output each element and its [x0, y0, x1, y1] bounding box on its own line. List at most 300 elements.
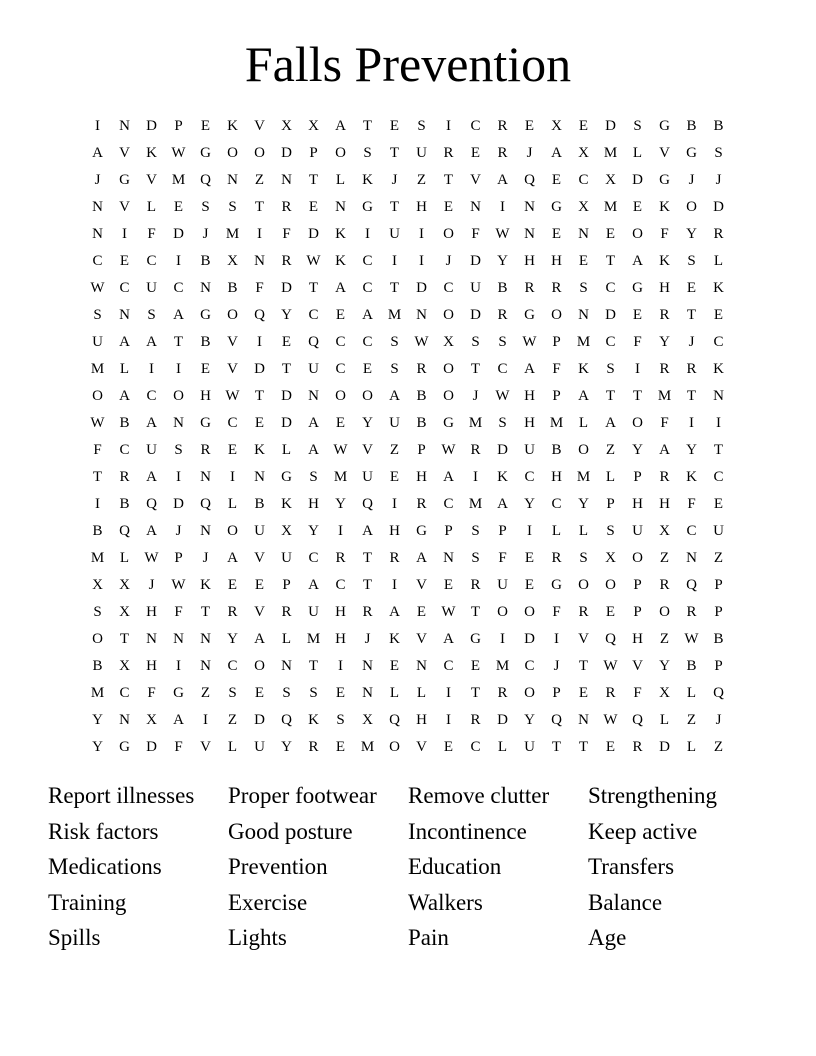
grid-letter: H [659, 496, 670, 512]
grid-letter: N [362, 685, 373, 701]
grid-letter: W [306, 253, 321, 269]
grid-letter: M [90, 685, 105, 701]
grid-letter: Q [146, 496, 157, 512]
grid-letter: M [495, 658, 510, 674]
grid-letter: S [633, 118, 642, 134]
grid-letter: E [551, 172, 562, 188]
grid-letter: R [227, 604, 238, 620]
grid-letter: M [360, 739, 375, 755]
grid-letter: L [389, 685, 400, 701]
grid-letter: G [659, 118, 670, 134]
grid-letter: A [605, 415, 616, 431]
grid-letter: V [227, 334, 238, 350]
grid-letter: Q [362, 496, 373, 512]
grid-letter: E [632, 307, 643, 323]
grid-letter: E [524, 550, 535, 566]
grid-letter: S [714, 145, 723, 161]
grid-letter: T [362, 550, 373, 566]
grid-letter: M [468, 415, 483, 431]
grid-letter: A [146, 415, 157, 431]
grid-letter: A [254, 631, 265, 647]
grid-letter: A [173, 307, 184, 323]
grid-letter: U [524, 442, 535, 458]
grid-letter: X [119, 577, 130, 593]
grid-letter: Q [686, 577, 697, 593]
grid-letter: S [606, 523, 615, 539]
grid-letter: D [524, 631, 535, 647]
grid-letter: O [443, 361, 454, 377]
word-list-item: Incontinence [408, 818, 527, 844]
grid-letter: S [471, 523, 480, 539]
grid-letter: D [497, 442, 508, 458]
grid-letter: C [362, 280, 373, 296]
grid-letter: A [146, 334, 157, 350]
grid-letter: H [308, 496, 319, 512]
grid-letter: R [281, 199, 292, 215]
grid-letter: A [578, 388, 589, 404]
grid-letter: W [225, 388, 240, 404]
grid-letter: Q [254, 307, 265, 323]
grid-letter: E [416, 604, 427, 620]
grid-letter: R [578, 604, 589, 620]
grid-letter: Q [200, 172, 211, 188]
grid-letter: Z [605, 442, 616, 458]
word-list-item: Remove clutter [408, 783, 550, 808]
grid-letter: N [578, 226, 589, 242]
grid-letter: G [281, 469, 292, 485]
grid-letter: Z [254, 172, 265, 188]
grid-letter: H [524, 415, 535, 431]
grid-letter: R [416, 361, 427, 377]
grid-letter: W [684, 631, 699, 647]
grid-letter: H [416, 469, 427, 485]
grid-letter: E [200, 361, 211, 377]
grid-letter: Z [659, 631, 670, 647]
grid-letter: P [714, 658, 723, 674]
grid-letter: L [119, 361, 130, 377]
grid-letter: K [362, 172, 373, 188]
grid-letter: C [227, 658, 238, 674]
grid-letter: E [335, 739, 346, 755]
grid-letter: C [119, 685, 130, 701]
grid-letter: U [632, 523, 643, 539]
grid-letter: L [146, 199, 157, 215]
grid-letter: C [146, 253, 157, 269]
grid-letter: R [659, 307, 670, 323]
grid-letter: R [659, 361, 670, 377]
grid-letter: A [362, 307, 373, 323]
word-list-item: Walkers [408, 889, 483, 915]
grid-letter: X [119, 658, 130, 674]
grid-letter: E [578, 685, 589, 701]
grid-letter: E [578, 253, 589, 269]
grid-letter: W [414, 334, 429, 350]
grid-letter: I [392, 496, 397, 512]
grid-letter: X [92, 577, 103, 593]
grid-letter: F [633, 334, 642, 350]
grid-letter: R [497, 145, 508, 161]
grid-letter: O [335, 388, 346, 404]
grid-letter: R [281, 253, 292, 269]
grid-letter: E [335, 415, 346, 431]
grid-letter: S [471, 334, 480, 350]
grid-letter: I [176, 469, 181, 485]
grid-letter: Z [659, 550, 670, 566]
grid-letter: Y [227, 631, 238, 647]
grid-letter: S [606, 361, 615, 377]
grid-letter: G [524, 307, 535, 323]
grid-letter: M [90, 550, 105, 566]
grid-letter: X [146, 712, 157, 728]
grid-letter: F [147, 226, 156, 242]
grid-letter: T [470, 361, 481, 377]
grid-letter: W [90, 415, 105, 431]
grid-letter: Q [119, 523, 130, 539]
grid-letter: S [228, 685, 237, 701]
grid-letter: X [551, 118, 562, 134]
grid-letter: N [686, 550, 697, 566]
grid-letter: E [551, 226, 562, 242]
grid-letter: I [176, 253, 181, 269]
grid-letter: E [578, 118, 589, 134]
grid-letter: J [715, 712, 722, 728]
grid-letter: E [605, 226, 616, 242]
grid-letter: D [497, 712, 508, 728]
grid-letter: E [389, 118, 400, 134]
grid-letter: T [470, 685, 481, 701]
grid-letter: V [254, 604, 265, 620]
grid-letter: E [227, 442, 238, 458]
grid-letter: C [443, 658, 454, 674]
grid-letter: U [713, 523, 724, 539]
grid-letter: U [389, 415, 400, 431]
grid-letter: O [443, 307, 454, 323]
grid-letter: N [227, 172, 238, 188]
grid-letter: O [443, 388, 454, 404]
grid-letter: Q [713, 685, 724, 701]
grid-letter: L [632, 145, 643, 161]
grid-letter: F [282, 226, 291, 242]
grid-letter: R [470, 577, 481, 593]
grid-letter: L [578, 523, 589, 539]
grid-letter: C [578, 172, 589, 188]
grid-letter: W [603, 658, 618, 674]
grid-letter: D [659, 739, 670, 755]
grid-letter: P [552, 685, 561, 701]
grid-letter: O [578, 577, 589, 593]
grid-letter: W [522, 334, 537, 350]
grid-letter: O [227, 523, 238, 539]
word-list-item: Transfers [588, 854, 675, 879]
grid-letter: J [148, 577, 155, 593]
grid-letter: G [659, 172, 670, 188]
grid-letter: N [524, 199, 535, 215]
grid-letter: R [416, 496, 427, 512]
grid-letter: F [174, 739, 183, 755]
grid-letter: V [578, 631, 589, 647]
grid-letter: J [553, 658, 560, 674]
grid-letter: G [470, 631, 481, 647]
grid-letter: R [362, 604, 373, 620]
grid-letter: G [416, 523, 427, 539]
grid-letter: E [470, 658, 481, 674]
grid-letter: J [364, 631, 371, 647]
grid-letter: V [254, 118, 265, 134]
grid-letter: N [200, 631, 211, 647]
grid-letter: K [713, 280, 724, 296]
grid-letter: O [254, 658, 265, 674]
grid-letter: E [713, 496, 724, 512]
grid-letter: J [526, 145, 533, 161]
grid-letter: V [119, 145, 130, 161]
grid-letter: W [441, 442, 456, 458]
grid-letter: O [551, 307, 562, 323]
grid-letter: Y [308, 523, 319, 539]
grid-letter: L [659, 712, 670, 728]
word-list-item: Keep active [588, 818, 698, 844]
grid-letter: P [417, 442, 426, 458]
grid-letter: I [176, 658, 181, 674]
grid-letter: I [149, 361, 154, 377]
grid-letter: S [282, 685, 291, 701]
grid-letter: T [686, 388, 697, 404]
grid-letter: R [389, 550, 400, 566]
grid-letter: I [365, 226, 370, 242]
grid-letter: M [603, 145, 618, 161]
grid-letter: D [308, 226, 319, 242]
grid-letter: A [308, 577, 319, 593]
grid-letter: I [473, 469, 478, 485]
grid-letter: M [171, 172, 186, 188]
grid-letter: A [443, 631, 454, 647]
grid-letter: Y [686, 442, 697, 458]
grid-letter: P [174, 550, 183, 566]
grid-letter: S [147, 307, 156, 323]
grid-letter: J [175, 523, 182, 539]
grid-letter: I [230, 469, 235, 485]
grid-letter: F [174, 604, 183, 620]
grid-letter: O [362, 388, 373, 404]
grid-letter: W [495, 226, 510, 242]
grid-letter: D [470, 307, 481, 323]
grid-letter: M [657, 388, 672, 404]
grid-letter: C [605, 334, 616, 350]
grid-letter: C [470, 118, 481, 134]
grid-letter: L [578, 415, 589, 431]
grid-letter: E [362, 361, 373, 377]
grid-letter: S [579, 280, 588, 296]
grid-letter: J [202, 226, 209, 242]
grid-letter: K [254, 442, 265, 458]
grid-letter: D [713, 199, 724, 215]
grid-letter: I [500, 631, 505, 647]
grid-letter: W [441, 604, 456, 620]
grid-letter: D [470, 253, 481, 269]
grid-letter: I [392, 577, 397, 593]
grid-letter: E [389, 469, 400, 485]
grid-letter: K [335, 253, 346, 269]
grid-letter: D [254, 361, 265, 377]
grid-letter: N [470, 199, 481, 215]
grid-letter: A [389, 604, 400, 620]
grid-letter: W [495, 388, 510, 404]
grid-letter: N [173, 415, 184, 431]
grid-letter: R [308, 739, 319, 755]
grid-letter: R [686, 361, 697, 377]
grid-letter: O [686, 199, 697, 215]
grid-letter: B [254, 496, 265, 512]
grid-letter: F [552, 361, 561, 377]
grid-letter: X [119, 604, 130, 620]
grid-letter: Y [362, 415, 373, 431]
grid-letter: L [227, 496, 238, 512]
grid-letter: Z [200, 685, 211, 701]
grid-letter: E [605, 739, 616, 755]
grid-letter: N [146, 631, 157, 647]
grid-letter: E [335, 307, 346, 323]
grid-letter: O [524, 604, 535, 620]
word-list-item: Exercise [228, 889, 308, 915]
grid-letter: B [497, 280, 508, 296]
grid-letter: H [632, 631, 643, 647]
grid-letter: C [470, 739, 481, 755]
grid-letter: X [281, 118, 292, 134]
grid-letter: K [281, 496, 292, 512]
grid-letter: T [389, 145, 400, 161]
grid-letter: M [549, 415, 564, 431]
grid-letter: U [389, 226, 400, 242]
grid-letter: M [603, 199, 618, 215]
grid-letter: V [470, 172, 481, 188]
grid-letter: V [362, 442, 373, 458]
grid-letter: S [309, 685, 318, 701]
grid-letter: C [713, 334, 724, 350]
grid-letter: C [524, 658, 535, 674]
word-list-item: Balance [588, 889, 663, 915]
grid-letter: H [524, 388, 535, 404]
grid-letter: M [225, 226, 240, 242]
grid-letter: R [659, 469, 670, 485]
grid-letter: V [659, 145, 670, 161]
grid-letter: N [254, 253, 265, 269]
grid-letter: R [659, 577, 670, 593]
grid-letter: D [416, 280, 427, 296]
grid-letter: H [146, 658, 157, 674]
grid-letter: X [605, 550, 616, 566]
grid-letter: H [389, 523, 400, 539]
grid-letter: T [632, 388, 643, 404]
grid-letter: A [227, 550, 238, 566]
grid-letter: N [416, 658, 427, 674]
grid-letter: K [146, 145, 157, 161]
grid-letter: L [416, 685, 427, 701]
grid-letter: O [632, 415, 643, 431]
grid-letter: F [93, 442, 102, 458]
grid-letter: I [716, 415, 721, 431]
grid-letter: T [362, 118, 373, 134]
grid-letter: L [551, 523, 562, 539]
grid-letter: D [281, 415, 292, 431]
grid-letter: U [146, 442, 157, 458]
grid-letter: A [416, 550, 427, 566]
grid-letter: I [95, 496, 100, 512]
grid-letter: W [144, 550, 159, 566]
grid-letter: T [470, 604, 481, 620]
grid-letter: T [200, 604, 211, 620]
grid-letter: A [497, 496, 508, 512]
grid-letter: R [281, 604, 292, 620]
grid-letter: T [443, 172, 454, 188]
grid-letter: Y [281, 739, 292, 755]
grid-letter: G [362, 199, 373, 215]
grid-letter: T [92, 469, 103, 485]
grid-letter: P [633, 604, 642, 620]
grid-letter: U [308, 361, 319, 377]
grid-letter: X [659, 685, 670, 701]
grid-letter: C [524, 469, 535, 485]
grid-letter: G [119, 172, 130, 188]
grid-letter: S [579, 550, 588, 566]
grid-letter: O [389, 739, 400, 755]
grid-letter: M [576, 469, 591, 485]
grid-letter: Q [632, 712, 643, 728]
grid-letter: T [713, 442, 724, 458]
grid-letter: B [200, 253, 211, 269]
grid-letter: C [308, 307, 319, 323]
grid-letter: P [552, 388, 561, 404]
grid-letter: N [362, 658, 373, 674]
grid-letter: E [281, 334, 292, 350]
grid-letter: T [308, 280, 319, 296]
grid-letter: P [633, 577, 642, 593]
grid-letter: R [551, 280, 562, 296]
grid-letter: R [119, 469, 130, 485]
grid-letter: E [335, 685, 346, 701]
grid-letter: Y [524, 712, 535, 728]
grid-letter: T [605, 388, 616, 404]
grid-letter: W [171, 145, 186, 161]
grid-letter: A [389, 388, 400, 404]
grid-letter: F [498, 550, 507, 566]
grid-letter: P [714, 604, 723, 620]
grid-letter: I [500, 199, 505, 215]
grid-letter: Z [389, 442, 400, 458]
grid-letter: R [632, 739, 643, 755]
grid-letter: K [308, 712, 319, 728]
grid-letter: D [173, 496, 184, 512]
grid-letter: B [92, 658, 103, 674]
grid-letter: Z [227, 712, 238, 728]
grid-letter: Y [578, 496, 589, 512]
grid-letter: C [308, 550, 319, 566]
grid-letter: J [688, 172, 695, 188]
grid-letter: V [632, 658, 643, 674]
grid-letter: C [92, 253, 103, 269]
grid-letter: U [497, 577, 508, 593]
grid-letter: C [605, 280, 616, 296]
grid-letter: C [146, 388, 157, 404]
grid-letter: G [443, 415, 454, 431]
grid-letter: S [93, 604, 102, 620]
grid-letter: W [171, 577, 186, 593]
grid-letter: P [552, 334, 561, 350]
grid-letter: U [524, 739, 535, 755]
grid-letter: L [281, 631, 292, 647]
grid-letter: E [254, 415, 265, 431]
grid-letter: B [686, 118, 697, 134]
grid-letter: S [309, 469, 318, 485]
grid-letter: E [524, 118, 535, 134]
